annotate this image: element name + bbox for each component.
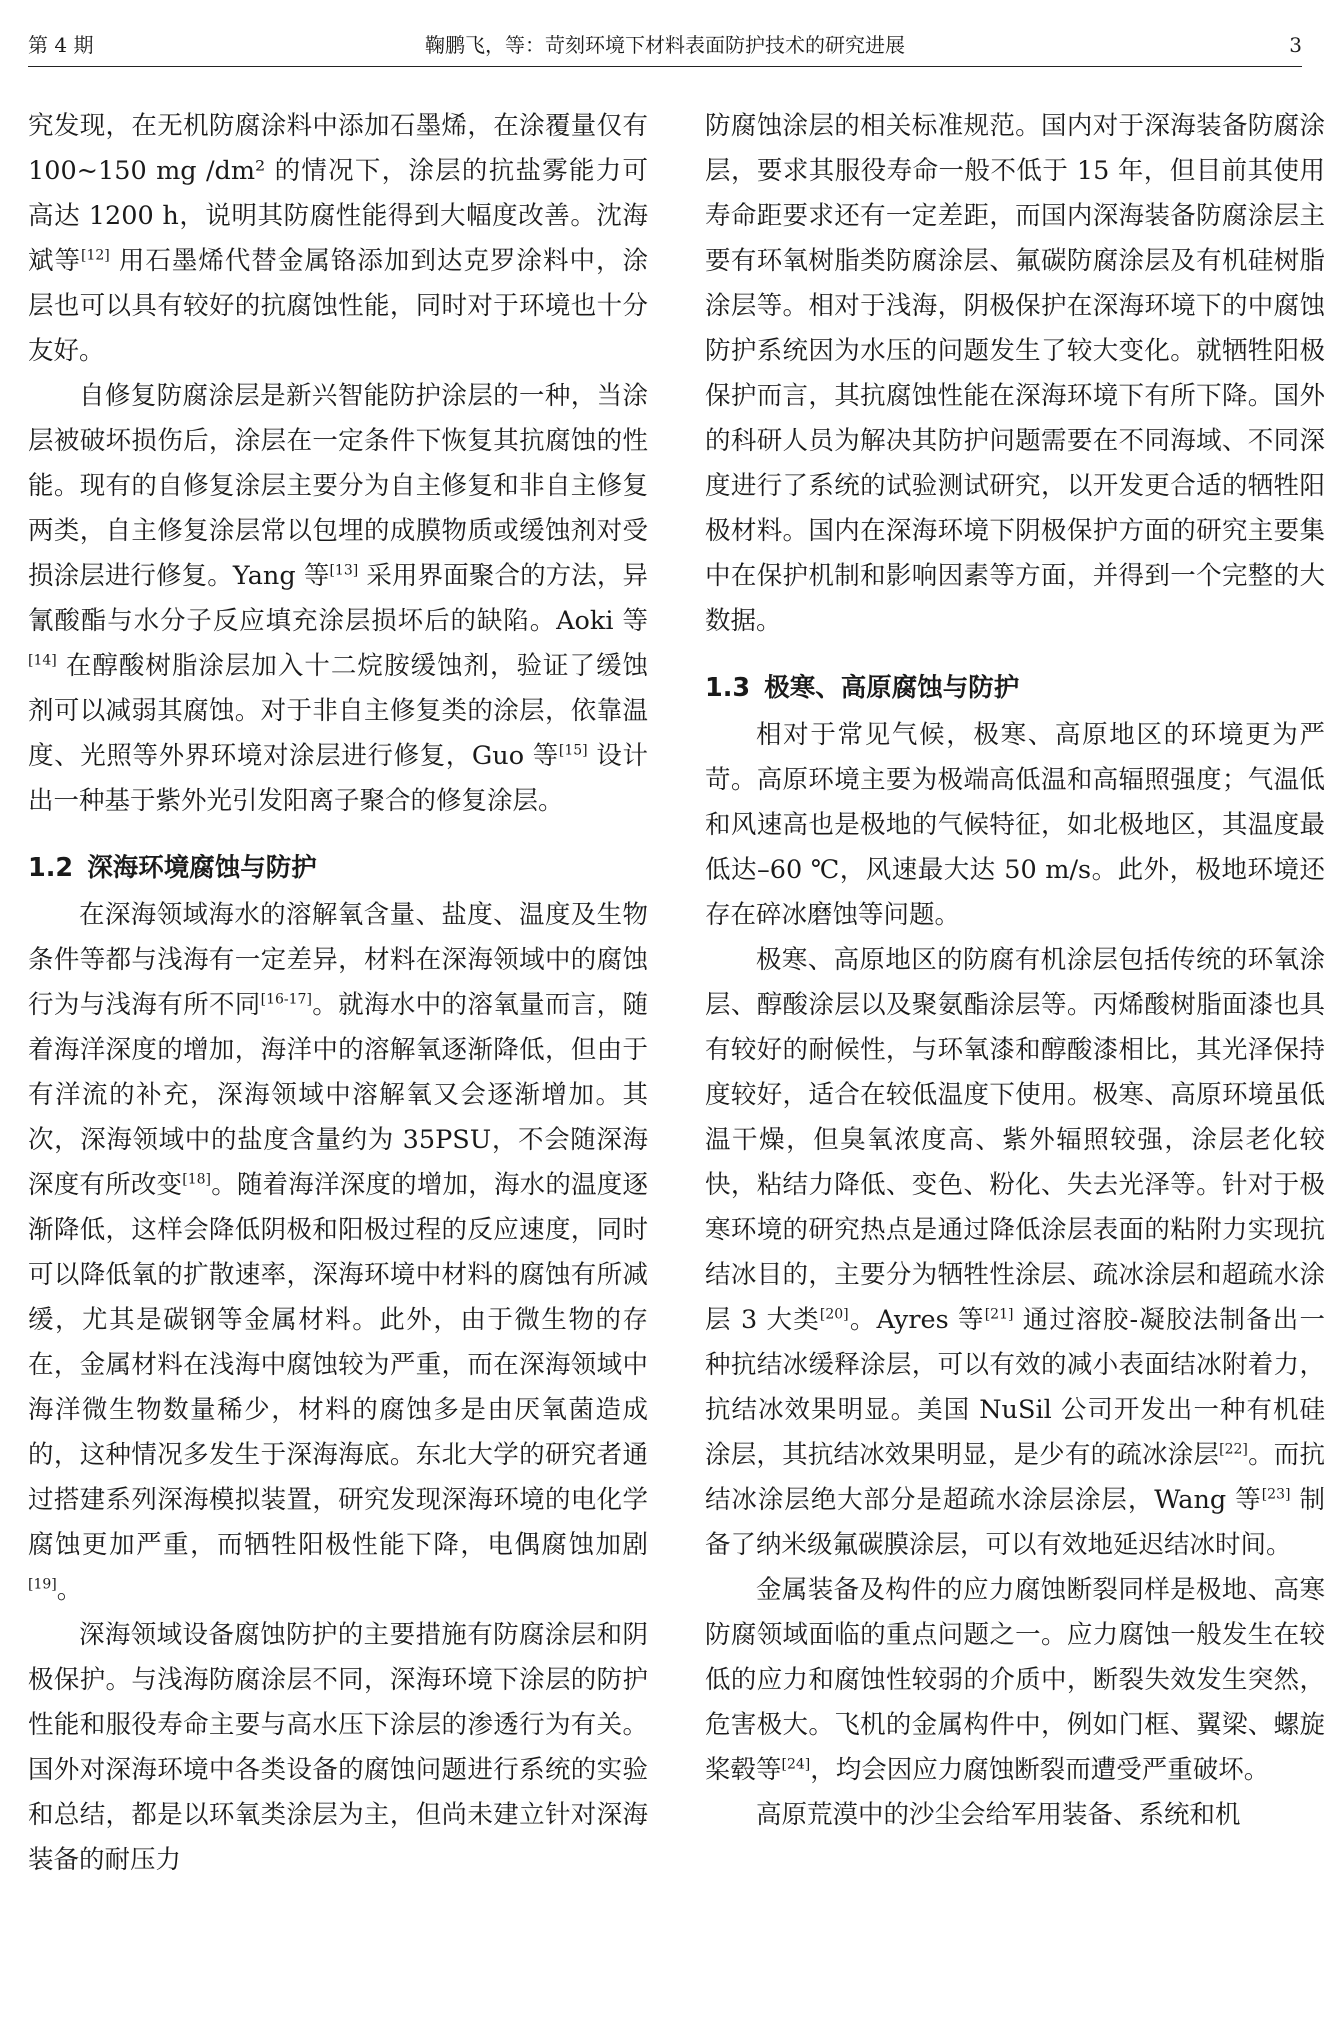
paragraph-text: 在醇酸树脂涂层加入十二烷胺缓蚀剂，验证了缓蚀剂可以减弱其腐蚀。对于非自主修复类的涂层，依靠温度、光照等外界环境对涂层进行修复，Guo 等 [28,651,648,771]
section-title: 深海环境腐蚀与防护 [87,853,317,883]
section-heading-1-3 [705,666,1325,711]
section-number: 1.2 [28,853,74,883]
paragraph-text: 制备了纳米级氟碳膜涂层，可以有效地延迟结冰时间。 [705,1485,1325,1560]
paragraph-text: 高原荒漠中的沙尘会给军用装备、系统和机 [756,1800,1241,1830]
body-paragraph [705,713,1325,938]
paragraph-text: 相对于常见气候，极寒、高原地区的环境更为严苛。高原环境主要为极端高低温和高辐照强度；气温低和风速高也是极地的气候特征，如北极地区，其温度最低达–60 ℃，风速最大达 50 m/s。此外，极地环境还存在碎冰磨蚀等问题。 [705,720,1325,930]
body-paragraph [28,374,648,824]
citation-ref: [14] [28,652,57,669]
paragraph-text: 在深海领域海水的溶解氧含量、盐度、温度及生物条件等都与浅海有一定差异，材料在深海领域中的腐蚀行为与浅海有所不同 [28,900,648,1020]
citation-ref: [12] [81,247,110,264]
paragraph-text: 。随着海洋深度的增加，海水的温度逐渐降低，这样会降低阴极和阳极过程的反应速度，同时可以降低氧的扩散速率，深海环境中材料的腐蚀有所减缓，尤其是碳钢等金属材料。此外，由于微生物的存在，金属材料在浅海中腐蚀较为严重，而在深海领域中海洋微生物数量稀少，材料的腐蚀多是由厌氧菌造成的，这种情况多发生于深海海底。东北大学的研究者通过搭建系列深海模拟装置，研究发现深海环境的电化学腐蚀更加严重，而牺牲阳极性能下降，电偶腐蚀加剧 [28,1170,648,1560]
paragraph-text: 极寒、高原地区的防腐有机涂层包括传统的环氧涂层、醇酸涂层以及聚氨酯涂层等。丙烯酸树脂面漆也具有较好的耐候性，与环氧漆和醇酸漆相比，其光泽保持度较好，适合在较低温度下使用。极寒、高原环境虽低温干燥，但臭氧浓度高、紫外辐照较强，涂层老化较快，粘结力降低、变色、粉化、失去光泽等。针对于极寒环境的研究热点是通过降低涂层表面的粘附力实现抗结冰目的，主要分为牺牲性涂层、疏冰涂层和超疏水涂层 3 大类 [705,945,1325,1335]
paragraph-text: 。Ayres 等 [848,1305,985,1335]
citation-ref: [16-17] [260,991,312,1008]
body-paragraph [28,1613,648,1883]
paragraph-text: ，均会因应力腐蚀断裂而遭受严重破坏。 [810,1755,1270,1785]
body-paragraph [705,938,1325,1568]
section-title: 极寒、高原腐蚀与防护 [764,673,1020,703]
body-paragraph [705,104,1325,644]
body-paragraph [705,1568,1325,1793]
paragraph-text: 金属装备及构件的应力腐蚀断裂同样是极地、高寒防腐领域面临的重点问题之一。应力腐蚀一般发生在较低的应力和腐蚀性较弱的介质中，断裂失效发生突然，危害极大。飞机的金属构件中，例如门框、翼梁、螺旋桨毂等 [705,1575,1325,1785]
citation-ref: [15] [558,742,588,759]
paragraph-text: 。就海水中的溶氧量而言，随着海洋深度的增加，海洋中的溶解氧逐渐降低，但由于有洋流的补充，深海领域中溶解氧又会逐渐增加。其次，深海领域中的盐度含量约为 35PSU，不会随深海深度有所改变 [28,990,648,1200]
citation-ref: [23] [1261,1486,1291,1503]
citation-ref: [18] [182,1171,211,1188]
right-column [705,104,1325,1838]
paragraph-text: 。 [56,1575,83,1605]
body-paragraph [28,104,648,374]
left-column [28,104,648,1883]
page-number: 3 [1289,33,1302,57]
citation-ref: [22] [1219,1441,1248,1458]
paragraph-text: 用石墨烯代替金属铬添加到达克罗涂料中，涂层也可以具有较好的抗腐蚀性能，同时对于环境也十分友好。 [28,246,648,366]
paragraph-text: 采用界面聚合的方法，异氰酸酯与水分子反应填充涂层损坏后的缺陷。Aoki 等 [28,561,648,636]
paragraph-text: 通过溶胶-凝胶法制备出一种抗结冰缓释涂层，可以有效的减小表面结冰附着力，抗结冰效果明显。美国 NuSil 公司开发出一种有机硅涂层，其抗结冰效果明显，是少有的疏冰涂层 [705,1305,1325,1470]
paragraph-text: 。而抗结冰涂层绝大部分是超疏水涂层涂层，Wang 等 [705,1440,1325,1515]
issue-label: 第 4 期 [28,33,94,57]
section-heading-1-2 [28,846,648,891]
running-header [28,28,1302,67]
paragraph-text: 究发现，在无机防腐涂料中添加石墨烯，在涂覆量仅有 100~150 mg /dm² 的情况下，涂层的抗盐雾能力可高达 1200 h，说明其防腐性能得到大幅度改善。沈海斌等 [28,111,648,276]
body-paragraph [705,1793,1325,1838]
section-number: 1.3 [705,673,751,703]
citation-ref: [19] [28,1576,57,1593]
citation-ref: [13] [329,562,359,579]
citation-ref: [24] [781,1756,811,1773]
body-paragraph [28,893,648,1613]
running-title: 鞠鹏飞，等：苛刻环境下材料表面防护技术的研究进展 [425,33,905,57]
paragraph-text: 深海领域设备腐蚀防护的主要措施有防腐涂层和阴极保护。与浅海防腐涂层不同，深海环境下涂层的防护性能和服役寿命主要与高水压下涂层的渗透行为有关。国外对深海环境中各类设备的腐蚀问题进行系统的实验和总结，都是以环氧类涂层为主，但尚未建立针对深海装备的耐压力 [28,1620,648,1875]
paragraph-text: 设计出一种基于紫外光引发阳离子聚合的修复涂层。 [28,741,648,816]
paragraph-text: 防腐蚀涂层的相关标准规范。国内对于深海装备防腐涂层，要求其服役寿命一般不低于 15 年，但目前其使用寿命距要求还有一定差距，而国内深海装备防腐涂层主要有环氧树脂类防腐涂层、氟碳防腐涂层及有机硅树脂涂层等。相对于浅海，阴极保护在深海环境下的中腐蚀防护系统因为水压的问题发生了较大变化。就牺牲阳极保护而言，其抗腐蚀性能在深海环境下有所下降。国外的科研人员为解决其防护问题需要在不同海域、不同深度进行了系统的试验测试研究，以开发更合适的牺牲阳极材料。国内在深海环境下阴极保护方面的研究主要集中在保护机制和影响因素等方面，并得到一个完整的大数据。 [705,111,1325,636]
citation-ref: [20] [819,1306,849,1323]
paragraph-text: 自修复防腐涂层是新兴智能防护涂层的一种，当涂层被破坏损伤后，涂层在一定条件下恢复其抗腐蚀的性能。现有的自修复涂层主要分为自主修复和非自主修复两类，自主修复涂层常以包埋的成膜物质或缓蚀剂对受损涂层进行修复。Yang 等 [28,381,648,591]
citation-ref: [21] [984,1306,1014,1323]
